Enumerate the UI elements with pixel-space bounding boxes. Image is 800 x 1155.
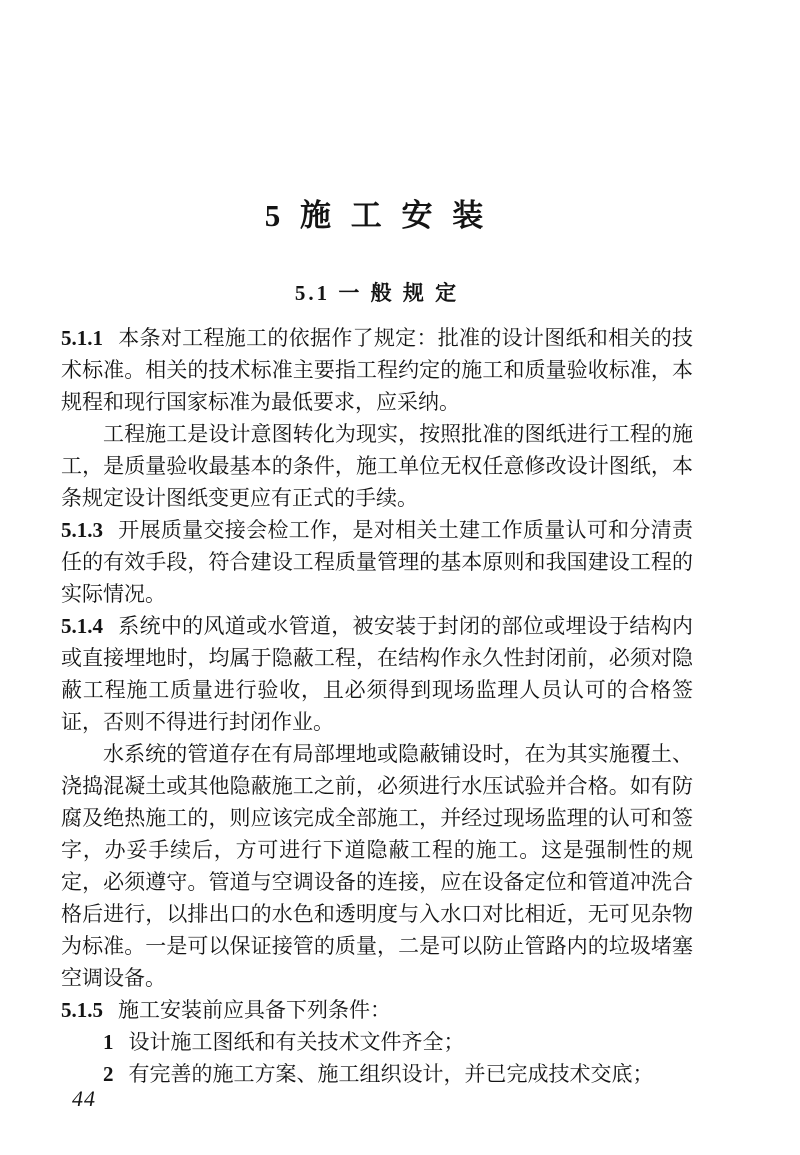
paragraph-continuation-2 (61, 738, 693, 994)
list-item-text: 设计施工图纸和有关技术文件齐全； (128, 1030, 465, 1054)
clause-5-1-5 (61, 994, 693, 1026)
clause-number: 5.1.3 (61, 518, 103, 542)
page-content (61, 190, 693, 1090)
clause-5-1-4 (61, 610, 693, 738)
clause-text: 开展质量交接会检工作，是对相关土建工作质量认可和分清责任的有效手段，符合建设工程质量管理的基本原则和我国建设工程的实际情况。 (61, 518, 693, 606)
chapter-title: 5 施 工 安 装 (264, 198, 490, 233)
list-item-2 (61, 1058, 693, 1090)
list-item-1 (61, 1026, 693, 1058)
clause-number: 5.1.5 (61, 998, 103, 1022)
list-item-number: 1 (103, 1030, 114, 1054)
paragraph-continuation-1 (61, 418, 693, 514)
clause-5-1-1 (61, 322, 693, 418)
list-item-text: 有完善的施工方案、施工组织设计，并已完成技术交底； (128, 1062, 654, 1086)
clause-text: 本条对工程施工的依据作了规定：批准的设计图纸和相关的技术标准。相关的技术标准主要指工程约定的施工和质量验收标准，本规程和现行国家标准为最低要求，应采纳。 (61, 326, 693, 414)
list-item-number: 2 (103, 1062, 114, 1086)
clause-number: 5.1.4 (61, 614, 103, 638)
page-number: 44 (72, 1086, 96, 1111)
clause-number: 5.1.1 (61, 326, 103, 350)
paragraph-text: 水系统的管道存在有局部埋地或隐蔽铺设时，在为其实施覆土、浇捣混凝土或其他隐蔽施工之前，必须进行水压试验并合格。如有防腐及绝热施工的，则应该完成全部施工，并经过现场监理的认可和签字，办妥手续后，方可进行下道隐蔽工程的施工。这是强制性的规定，必须遵守。管道与空调设备的连接，应在设备定位和管道冲洗合格后进行，以排出口的水色和透明度与入水口对比相近，无可见杂物为标准。一是可以保证接管的质量，二是可以防止管路内的垃圾堵塞空调设备。 (61, 742, 693, 990)
clause-text: 系统中的风道或水管道，被安装于封闭的部位或埋设于结构内或直接埋地时，均属于隐蔽工程，在结构作永久性封闭前，必须对隐蔽工程施工质量进行验收，且必须得到现场监理人员认可的合格签证，否则不得进行封闭作业。 (61, 614, 693, 734)
section-title: 5.1 一 般 规 定 (294, 281, 460, 305)
clause-5-1-3 (61, 514, 693, 610)
clause-text: 施工安装前应具备下列条件： (118, 998, 391, 1022)
paragraph-text: 工程施工是设计意图转化为现实，按照批准的图纸进行工程的施工，是质量验收最基本的条件，施工单位无权任意修改设计图纸，本条规定设计图纸变更应有正式的手续。 (61, 422, 693, 510)
